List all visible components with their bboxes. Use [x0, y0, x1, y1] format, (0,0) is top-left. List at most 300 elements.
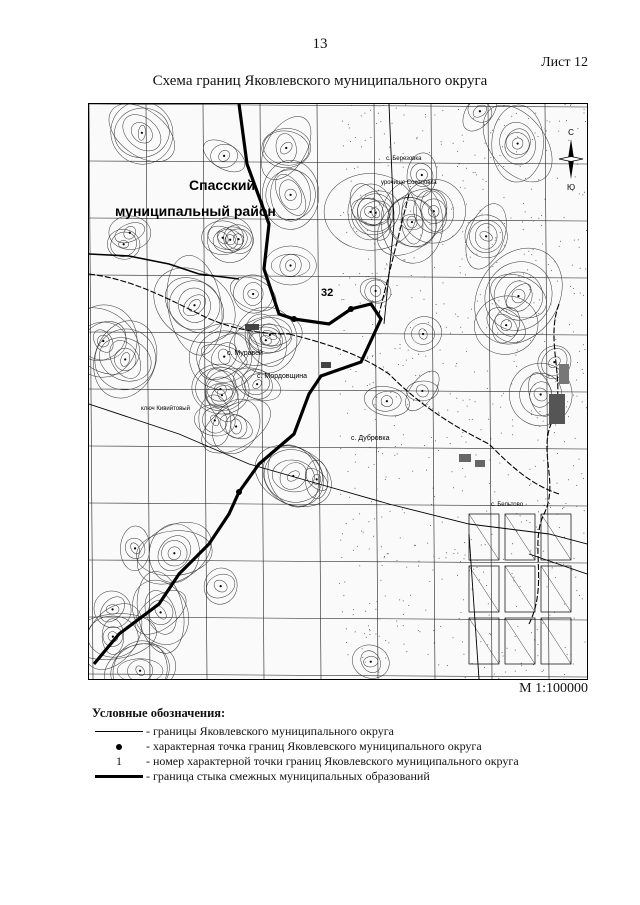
terrain-dot [543, 670, 544, 671]
terrain-dot [463, 180, 464, 181]
terrain-dot [531, 189, 532, 190]
terrain-dot [356, 231, 357, 232]
terrain-dot [579, 351, 580, 352]
terrain-dot [347, 413, 348, 414]
terrain-dot [343, 299, 344, 300]
terrain-dot [533, 302, 534, 303]
terrain-dot [419, 375, 420, 376]
terrain-dot [368, 276, 369, 277]
terrain-dot [560, 241, 561, 242]
terrain-dot [353, 609, 354, 610]
terrain-dot [486, 511, 487, 512]
terrain-dot [462, 468, 463, 469]
terrain-dot [347, 654, 348, 655]
terrain-dot [515, 650, 516, 651]
terrain-dot [423, 219, 424, 220]
terrain-dot [465, 677, 466, 678]
terrain-dot [431, 437, 432, 438]
terrain-dot [387, 371, 388, 372]
terrain-dot [514, 361, 515, 362]
terrain-dot [535, 260, 536, 261]
terrain-dot [440, 326, 441, 327]
hill-peak [223, 155, 225, 157]
terrain-dot [380, 353, 381, 354]
terrain-dot [357, 166, 358, 167]
terrain-dot [583, 478, 584, 479]
terrain-dot [517, 331, 518, 332]
terrain-dot [452, 236, 453, 237]
hill-peak [129, 232, 131, 234]
terrain-dot [510, 217, 511, 218]
terrain-dot [430, 525, 431, 526]
hill-peak [265, 339, 267, 341]
terrain-dot [465, 442, 466, 443]
terrain-dot [413, 400, 414, 401]
terrain-dot [528, 118, 529, 119]
terrain-dot [573, 331, 574, 332]
terrain-dot [502, 652, 503, 653]
terrain-dot [508, 474, 509, 475]
terrain-dot [499, 155, 500, 156]
boundary-point-number: 32 [321, 287, 334, 299]
terrain-dot [410, 595, 411, 596]
terrain-dot [584, 192, 585, 193]
terrain-dot [564, 674, 565, 675]
terrain-dot [481, 545, 482, 546]
terrain-dot [492, 130, 493, 131]
terrain-dot [580, 268, 581, 269]
terrain-dot [583, 533, 584, 534]
hill-peak [256, 383, 258, 385]
terrain-dot [376, 206, 377, 207]
contour-line [456, 104, 504, 137]
terrain-dot [526, 670, 527, 671]
terrain-dot [365, 194, 366, 195]
terrain-dot [539, 299, 540, 300]
terrain-dot [554, 432, 555, 433]
terrain-dot [557, 281, 558, 282]
contour-line [89, 294, 152, 388]
hill-peak [223, 356, 225, 358]
terrain-dot [359, 565, 360, 566]
terrain-dot [470, 257, 471, 258]
terrain-dot [431, 397, 432, 398]
terrain-dot [532, 139, 533, 140]
terrain-dot [545, 199, 546, 200]
terrain-dot [364, 633, 365, 634]
terrain-dot [404, 512, 405, 513]
terrain-dot [435, 440, 436, 441]
terrain-dot [543, 421, 544, 422]
terrain-dot [503, 166, 504, 167]
terrain-dot [579, 459, 580, 460]
terrain-dot [529, 485, 530, 486]
terrain-dot [475, 454, 476, 455]
terrain-dot [340, 215, 341, 216]
terrain-dot [507, 648, 508, 649]
terrain-dot [521, 663, 522, 664]
terrain-dot [487, 644, 488, 645]
terrain-dot [457, 316, 458, 317]
terrain-dot [536, 312, 537, 313]
terrain-dot [466, 204, 467, 205]
terrain-dot [480, 210, 481, 211]
terrain-dot [361, 115, 362, 116]
terrain-dot [379, 204, 380, 205]
terrain-dot [354, 488, 355, 489]
terrain-dot [457, 151, 458, 152]
terrain-dot [486, 585, 487, 586]
boundary-points [236, 306, 354, 495]
terrain-dot [462, 332, 463, 333]
terrain-dot [538, 218, 539, 219]
boundary-point [236, 489, 242, 495]
terrain-dot [482, 214, 483, 215]
terrain-dot [480, 294, 481, 295]
terrain-dot [433, 488, 434, 489]
terrain-dot [372, 300, 373, 301]
terrain-dot [577, 128, 578, 129]
terrain-dot [503, 559, 504, 560]
hill-peak [517, 295, 519, 297]
terrain-dot [349, 277, 350, 278]
terrain-dot [434, 496, 435, 497]
terrain-dot [442, 522, 443, 523]
terrain-dot [475, 172, 476, 173]
terrain-dot [524, 254, 525, 255]
terrain-dot [371, 219, 372, 220]
hill-peak [540, 393, 542, 395]
terrain-dot [342, 121, 343, 122]
point-dot-symbol [116, 744, 122, 750]
legend [92, 706, 592, 784]
terrain-dot [466, 351, 467, 352]
contour-line [89, 312, 167, 407]
terrain-dot [566, 406, 567, 407]
terrain-dot [378, 190, 379, 191]
terrain-dot [454, 549, 455, 550]
terrain-dot [355, 454, 356, 455]
terrain-dot [398, 364, 399, 365]
terrain-dot [397, 453, 398, 454]
field-hatch [541, 566, 571, 612]
terrain-dot [537, 644, 538, 645]
hill-peak [485, 235, 487, 237]
terrain-dot [426, 470, 427, 471]
terrain-dot [450, 393, 451, 394]
terrain-dot [439, 558, 440, 559]
terrain-dot [375, 609, 376, 610]
terrain-dot [484, 124, 485, 125]
terrain-dot [340, 436, 341, 437]
terrain-dot [375, 367, 376, 368]
terrain-dot [525, 211, 526, 212]
junction-line-symbol [95, 775, 143, 778]
hill-peak [553, 361, 555, 363]
terrain-dot [406, 207, 407, 208]
terrain-dot [401, 444, 402, 445]
terrain-dot [400, 537, 401, 538]
terrain-dot [451, 209, 452, 210]
terrain-dot [569, 324, 570, 325]
contour-line [117, 659, 163, 679]
terrain-dot [339, 284, 340, 285]
terrain-dot [499, 119, 500, 120]
terrain-dot [535, 113, 536, 114]
terrain-dot [396, 396, 397, 397]
terrain-dot [579, 595, 580, 596]
terrain-dot [466, 168, 467, 169]
terrain-dot [434, 642, 435, 643]
terrain-dot [396, 108, 397, 109]
terrain-dot [420, 235, 421, 236]
terrain-dot [351, 181, 352, 182]
terrain-dot [468, 318, 469, 319]
terrain-dot [440, 350, 441, 351]
terrain-dot [545, 498, 546, 499]
terrain-dot [531, 254, 532, 255]
terrain-dot [455, 366, 456, 367]
terrain-dot [530, 550, 531, 551]
terrain-dot [388, 165, 389, 166]
terrain-dot [582, 194, 583, 195]
terrain-dot [462, 641, 463, 642]
terrain-dot [403, 434, 404, 435]
terrain-dot [568, 416, 569, 417]
terrain-dot [431, 504, 432, 505]
terrain-dot [582, 369, 583, 370]
legend-text: - характерная точка границ Яковлевского муниципального округа [146, 739, 482, 753]
terrain-dot [443, 303, 444, 304]
terrain-dot [488, 227, 489, 228]
terrain-dot [521, 521, 522, 522]
terrain-dot [345, 381, 346, 382]
terrain-dot [353, 614, 354, 615]
place-label: урочище Соколовка [381, 180, 437, 186]
hill-peak [289, 194, 291, 196]
terrain-dot [535, 466, 536, 467]
terrain-dot [369, 603, 370, 604]
terrain-dot [574, 618, 575, 619]
terrain-dot [355, 137, 356, 138]
terrain-dot [379, 636, 380, 637]
terrain-dot [410, 327, 411, 328]
terrain-dot [564, 217, 565, 218]
terrain-dot [519, 280, 520, 281]
terrain-dot [498, 300, 499, 301]
hill-peak [386, 400, 388, 402]
terrain-dot [350, 141, 351, 142]
terrain-dot [531, 410, 532, 411]
terrain-dot [515, 671, 516, 672]
hill-peak [214, 419, 216, 421]
terrain-dot [492, 266, 493, 267]
terrain-dot [487, 214, 488, 215]
terrain-dot [555, 381, 556, 382]
terrain-dot [429, 371, 430, 372]
terrain-dot [566, 120, 567, 121]
terrain-dot [463, 141, 464, 142]
terrain-dot [438, 664, 439, 665]
terrain-dot [370, 110, 371, 111]
terrain-dot [460, 612, 461, 613]
terrain-dot [399, 599, 400, 600]
terrain-dot [484, 158, 485, 159]
terrain-dot [378, 451, 379, 452]
terrain-dot [385, 657, 386, 658]
terrain-dot [582, 598, 583, 599]
compass-rose [559, 128, 583, 192]
terrain-dot [375, 633, 376, 634]
terrain-dot [458, 517, 459, 518]
terrain-dot [575, 176, 576, 177]
terrain-dot [460, 272, 461, 273]
terrain-dot [340, 448, 341, 449]
terrain-dot [427, 543, 428, 544]
terrain-dot [465, 188, 466, 189]
terrain-dot [402, 509, 403, 510]
terrain-dot [508, 320, 509, 321]
terrain-dot [371, 191, 372, 192]
contour-line [347, 640, 394, 679]
terrain-dot [542, 243, 543, 244]
terrain-dot [411, 275, 412, 276]
terrain-dot [478, 105, 479, 106]
terrain-dot [503, 197, 504, 198]
terrain-dot [501, 433, 502, 434]
compass-south-label: Ю [566, 183, 576, 192]
terrain-dot [396, 621, 397, 622]
terrain-dot [581, 473, 582, 474]
hill-peak [269, 334, 271, 336]
terrain-dot [421, 213, 422, 214]
terrain-dot [570, 286, 571, 287]
terrain-dot [341, 299, 342, 300]
terrain-dot [510, 327, 511, 328]
terrain-dot [360, 195, 361, 196]
terrain-dot [453, 637, 454, 638]
terrain-dot [380, 580, 381, 581]
terrain-dot [515, 636, 516, 637]
district-label-line1: Спасский [189, 177, 256, 193]
terrain-dot [479, 579, 480, 580]
terrain-dot [531, 217, 532, 218]
terrain-dot [364, 113, 365, 114]
terrain-dot [462, 432, 463, 433]
terrain-dot [353, 519, 354, 520]
terrain-dot [365, 222, 366, 223]
terrain-dot [516, 366, 517, 367]
terrain-dot [539, 578, 540, 579]
hill-peak [235, 425, 237, 427]
terrain-dot [512, 573, 513, 574]
river [529, 304, 559, 624]
terrain-dot [468, 222, 469, 223]
terrain-dot [422, 130, 423, 131]
terrain-dot [372, 324, 373, 325]
terrain-dot [377, 273, 378, 274]
terrain-dot [460, 187, 461, 188]
terrain-dot [579, 193, 580, 194]
terrain-dot [480, 429, 481, 430]
terrain-dot [537, 500, 538, 501]
terrain-dot [377, 447, 378, 448]
terrain-dot [344, 581, 345, 582]
terrain-dot [505, 147, 506, 148]
terrain-dot [517, 136, 518, 137]
terrain-dot [540, 411, 541, 412]
hill-peak [193, 304, 195, 306]
terrain-dot [353, 550, 354, 551]
terrain-dot [359, 513, 360, 514]
terrain-dot [483, 572, 484, 573]
terrain-dot [579, 247, 580, 248]
terrain-dot [476, 174, 477, 175]
grid-line [317, 104, 321, 679]
terrain-dot [436, 313, 437, 314]
terrain-dot [521, 665, 522, 666]
topographic-map [88, 103, 588, 680]
terrain-dot [538, 511, 539, 512]
terrain-dot [584, 109, 585, 110]
terrain-dot [371, 208, 372, 209]
terrain-dot [547, 586, 548, 587]
terrain-dot [410, 211, 411, 212]
terrain-dot [412, 358, 413, 359]
terrain-dot [403, 365, 404, 366]
terrain-dot [499, 462, 500, 463]
terrain-dot [381, 404, 382, 405]
terrain-dot [465, 476, 466, 477]
terrain-dot [387, 265, 388, 266]
terrain-dot [525, 178, 526, 179]
terrain-dot [513, 577, 514, 578]
terrain-dot [403, 114, 404, 115]
terrain-dot [378, 113, 379, 114]
terrain-dot [420, 290, 421, 291]
terrain-dot [430, 224, 431, 225]
terrain-dot [381, 517, 382, 518]
legend-item [92, 739, 592, 754]
terrain-dot [539, 545, 540, 546]
terrain-dot [437, 215, 438, 216]
hill-peak [112, 635, 114, 637]
terrain-dot [374, 404, 375, 405]
terrain-dot [576, 380, 577, 381]
terrain-dot [471, 309, 472, 310]
terrain-dot [555, 339, 556, 340]
terrain-dot [351, 105, 352, 106]
terrain-dot [504, 245, 505, 246]
terrain-dot [475, 401, 476, 402]
terrain-dot [577, 362, 578, 363]
terrain-dot [526, 504, 527, 505]
legend-item [92, 769, 592, 784]
terrain-dot [546, 130, 547, 131]
terrain-dot [424, 276, 425, 277]
terrain-dot [390, 392, 391, 393]
terrain-dot [496, 262, 497, 263]
terrain-dot [552, 567, 553, 568]
terrain-dot [544, 341, 545, 342]
hill-peak [159, 611, 161, 613]
terrain-dot [549, 503, 550, 504]
terrain-dot [526, 520, 527, 521]
terrain-dot [517, 350, 518, 351]
terrain-dot [429, 581, 430, 582]
terrain-dot [397, 626, 398, 627]
terrain-dot [533, 249, 534, 250]
